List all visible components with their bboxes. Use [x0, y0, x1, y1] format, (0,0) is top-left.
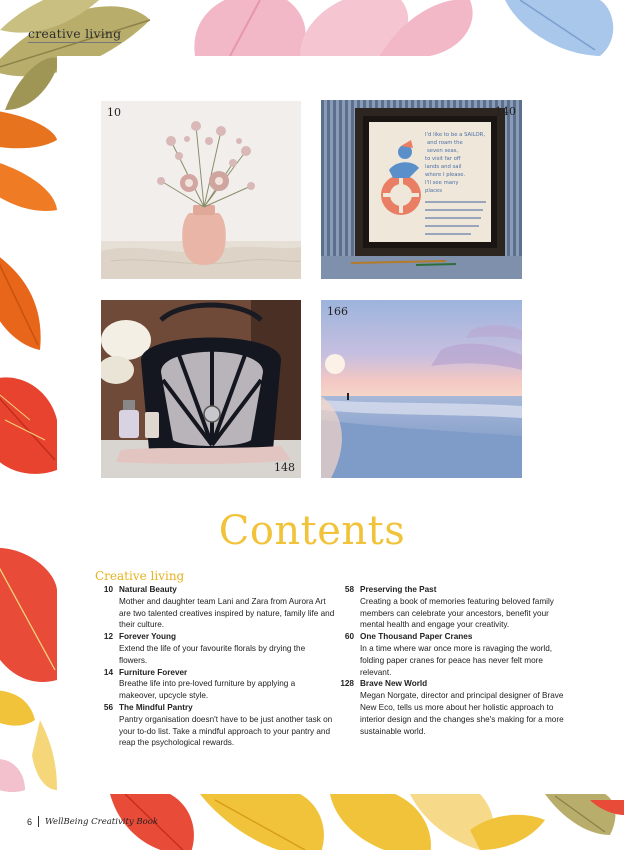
toc-page-number: 14: [103, 667, 113, 677]
toc-section-heading: Creative living: [95, 569, 185, 583]
contents-title: Contents: [218, 508, 406, 554]
toc-column-right: [336, 584, 566, 737]
toc-entry-title: Preserving the Past: [360, 585, 437, 594]
cross-stitch-line: and roam the: [427, 140, 463, 146]
section-tag: creative living: [28, 26, 122, 41]
photo-page-number: 140: [495, 105, 516, 118]
toc-page-number: 12: [103, 632, 113, 642]
cross-stitch-line: to visit far off: [425, 156, 461, 162]
toc-entry-description: Extend the life of your favourite florals by drying the flowers.: [119, 643, 306, 665]
toc-entry[interactable]: [336, 678, 566, 737]
photo-page-number: 166: [327, 305, 348, 318]
toc-entry[interactable]: [336, 631, 566, 678]
toc-entry-description: In a time where war once more is ravaging the world, folding paper cranes for peace has never felt more relevant.: [360, 643, 553, 677]
toc-entry[interactable]: [95, 584, 335, 631]
toc-entry-title: Brave New World: [360, 679, 428, 689]
toc-page-number: 60: [344, 632, 354, 642]
toc-page-number: 58: [344, 585, 354, 594]
toc-page-number: 128: [340, 679, 354, 689]
toc-entry[interactable]: [95, 631, 335, 666]
footer-divider: [38, 816, 39, 827]
cross-stitch-line: places: [425, 188, 443, 194]
toc-entry-description: Pantry organisation doesn't have to be just another task on your to-do list. Take a mindful approach to your pantry and reap the psychological rewards.: [119, 714, 333, 748]
toc-entry-description: Breathe life into pre-loved furniture by applying a makeover, upcycle style.: [119, 679, 296, 701]
toc-column-left: [95, 584, 335, 749]
cross-stitch-line: I'll see many: [425, 180, 459, 186]
toc-entry[interactable]: [95, 702, 335, 749]
page-footer: [27, 816, 158, 827]
cross-stitch-line: where I please.: [425, 172, 466, 178]
cross-stitch-line: I'd like to be a SAILOR,: [425, 132, 486, 138]
toc-entry-title: One Thousand Paper Cranes: [360, 632, 473, 642]
toc-page-number: 10: [103, 585, 113, 594]
photo-page-number: 10: [107, 106, 121, 119]
toc-entry[interactable]: [95, 667, 335, 702]
toc-page-number: 56: [103, 702, 113, 712]
toc-entry-title: Forever Young: [119, 632, 177, 642]
photo-beach-sunset[interactable]: [321, 300, 522, 478]
toc-entry-title: The Mindful Pantry: [119, 702, 193, 712]
photo-cross-stitch[interactable]: [321, 100, 522, 279]
cross-stitch-line: lands and sail: [425, 164, 462, 170]
cross-stitch-line: seven seas,: [427, 148, 459, 154]
toc-entry-description: Megan Norgate, director and principal designer of Brave New Eco, tells us more about her holistic approach to interior design and the changes she's making for a more sustainable world.: [360, 691, 564, 736]
toc-entry-title: Natural Beauty: [119, 585, 177, 594]
footer-page-number: 6: [27, 816, 33, 827]
photo-page-number: 148: [274, 461, 295, 474]
photo-handbag[interactable]: [101, 300, 301, 478]
photo-vase[interactable]: [101, 101, 301, 279]
footer-brand: WellBeing Creativity Book: [45, 816, 159, 827]
toc-entry-title: Furniture Forever: [119, 667, 188, 677]
toc-entry[interactable]: [336, 584, 566, 631]
toc-entry-description: Mother and daughter team Lani and Zara from Aurora Art are two talented creatives inspired by nature, family life and their culture.: [119, 596, 335, 630]
toc-entry-description: Creating a book of memories featuring beloved family members can celebrate your ancestors, benefit your mental health and engage your creativity.: [360, 596, 554, 630]
